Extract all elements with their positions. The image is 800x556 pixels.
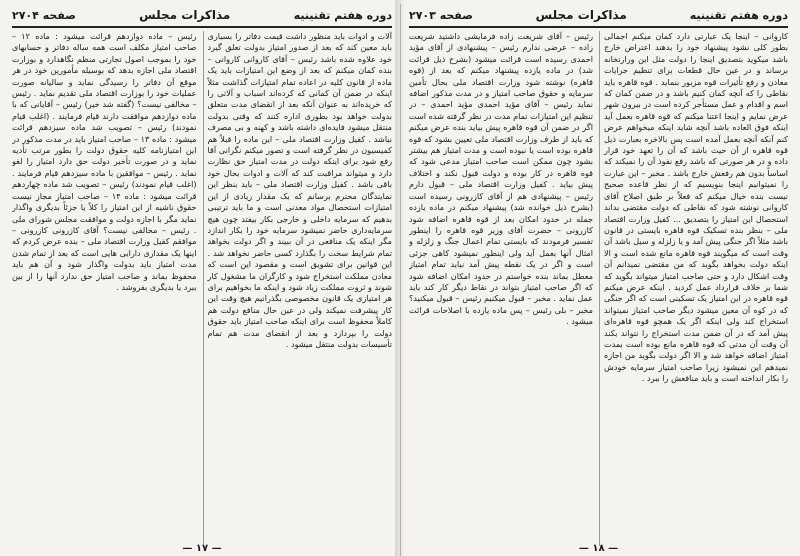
text-column-left	[12, 31, 197, 546]
text-column-right	[599, 31, 788, 546]
session-label: دوره هفتم تقنينيه	[293, 8, 392, 22]
page-number-label: صفحه ۲۷۰۴	[12, 8, 76, 22]
journal-title: مذاکرات مجلس	[535, 8, 627, 22]
page-footer-number: — ۱۷ —	[182, 543, 222, 554]
session-label: دوره هفتم تقنينيه	[689, 8, 788, 22]
left-page	[4, 4, 400, 556]
page-header	[409, 4, 788, 28]
text-column-right	[203, 31, 393, 546]
column-text: رئیس – آقای شریعت زاده فرمایشی داشتید شریعت زاده – عرضی ندارم رئیس – پیشنهادی از آقای مؤید احمدی رسیده است قرائت میشود (بشرح ذیل قرائت شد) در ماده یازده پیشنهاد میکنم که بعد از (قوه قاهره) نوشته شود وزارت اقتصاد ملی بحال تأمین سرمایه و حقوق صاحب امتیاز و در مدت مذکور اضافه نماید رئیس – آقای مؤید احمدی مؤید احمدی – در تنظیم این امتیازات تمام مدت در نظر گرفته شده است اگر در ضمن آن قوه قاهره پیش بیاید بنده عرض میکنم که باید از طرف وزارت اقتصاد ملی تعیین بشود که قوه قاهره بوده است یا نبوده است و مدت امتیاز هم بیشتر بشود چون ممکن است صاحب امتیاز مدعی شود که قوه قاهره در کار بوده و دولت قبول نکند و اختلاف پیش بیاید . کفیل وزارت اقتصاد ملی – قبول دارم رئیس – پیشنهادی هم از آقای کازرونی رسیده است (بشرح ذیل خوانده شد) پیشنهاد میکنم در ماده یازده جمله در حدود امکان بعد از قوه قاهره اضافه شود کازرونی – حضرت آقای وزیر قوه قاهره را اینطور تفسیر فرمودند که بایستی تمام اعمال جنگ و زلزله و امثال آنها بعمل آید ولی اینطور نمیشود کاهی جزئی است و اگر در یک نقطه پیش آمد نباید تمام امتیاز معطل بماند بنده خواستم در حدود امکان اضافه شود که اگر صاحب امتیاز بتواند در نقاط دیگر کار کند باید عمل نماید . مخبر – قبول میکنیم رئیس – قبول میکنید؟ مخبر – بلی رئیس – پس ماده یازده با اصلاحات قرائت میشود .	[409, 31, 593, 327]
page-footer-number: — ۱۸ —	[578, 543, 619, 554]
text-column-left	[409, 31, 593, 546]
column-text: کاروانی – اینجا یک عبارتی دارد کمان میکنم اجمالی بطور کلی نشود پیشنهاد خود را بدهند اعتراض خارج باشد میکوید بتصدیق اینجا را دولت مثل این ورارتخانه برساند و در عین حال قطعات برای تنظیم جرایات معادن و رفع تأثیرات قوه مزبور بنماید . قوه قاهره باید نقاطی را که آنچه کمان کنیم باشد و در ضمن کمان که اسم و اقدام و عمل مستأجر کرده است در بیرون شهر عرض نمایم و اینجا اعتنا میکنم که قوه قاهره بعمل آید اینکه فوق العاده باشد آنچه شاید اینکه میخواهم عرض کنم آنکه آنچه بعمل آمده است پس بالاخره بعبارت ذیل قوه قاهره از آن حیث باشد که آن را تعهد خود قرار داده و در هر صورتی که باشد رفع نفوذ آن را نمیکند که اساساً بدون هم رفعش خارج باشد . مخبر – این عبارت را نمیتوانیم اینجا بنویسیم که از نظر قاعده صحیح نیست بنده خیال میکنم که فعلاً بر طبق اصلاح آقای کاروانی نوشته شود که نقاطی که دولت مقتضی بداند استحصال این امتیاز را بتصدیق ... کفیل وزارت اقتصاد ملی – بنظر بنده تسکیک قوه قاهره بایستی در قانون باشد مثلاً اگر جنگی پیش آمد و یا زلزله و سیل باشد آن وقت است که میگویند قوه قاهره مانع شده است و الا اینکه دولت بخواهد بگوید که من مقتضی نمیدانم آن وقت اشکال دارد و حتی صاحب امتیاز میتواند بگوید که شما بر خلاف قرارداد عمل کردید . اینکه عرض میکنم قوه قاهره در این امتیاز یک تسکینی است که اگر جنگی که در کوه آن معین میشود دیگر صاحب امتیاز نمیتواند استخراج کند ولی اینکه اگر یک همچو قوه قاهره‌ای پیش آمد که در آن ضمن مدت استخراج را نتواند بکند آن وقت آن مدتی که قوه قاهره مانع بوده است بمدت امتیاز اضافه خواهد شد و الا اگر دولت بگوید من اجازه نمیدهم این نمیشود زیرا صاحب امتیاز سرمایه خودش را بکار انداخته است و باید منافعش را ببرد .	[604, 31, 788, 384]
column-text: رئیس – ماده دوازدهم قرائت میشود : ماده ۱۲ – صاحب امتیاز مکلف است همه ساله دفاتر و حسابهای خود را بموجب اصول تجارتی منظم نگاهدارد و بوزارت اقتصاد ملی اجازه بدهد که بوسیله مأمورین خود در هر موقع آن دفاتر را رسیدگی نماید و سالیانه صورت عملیات خود را بوزارت اقتصاد ملی تقدیم نماید . رئیس – مخالفی نیست؟ (گفته شد خیر) رئیس – آقایانی که با ماده دوازدهم موافقت دارند قیام فرمایند . (اغلب قیام نمودند) رئیس – تصویب شد ماده سیزدهم قرائت میشود : ماده ۱۳ – صاحب امتیاز باید در مدت مذکور در این امتیاز‌نامه کلیه حقوق دولت را بطور مرتب تأدیه نماید و در صورت تأخیر دولت حق دارد امتیاز را لغو نماید . رئیس – موافقین با ماده سیزدهم قیام فرمایند . (اغلب قیام نمودند) رئیس – تصویب شد ماده چهاردهم قرائت میشود : ماده ۱۴ – صاحب امتیاز مجاز نیست حقوق ناشیه از این امتیاز را کلاً یا جزئاً بدیگری واگذار نماید مگر با اجازه دولت و موافقت مجلس شورای ملی . رئیس – مخالفی نیست؟ آقای کازرونی کازرونی – موافقم کفیل وزارت اقتصاد ملی – بنده عرض کردم که اینها یک مقداری دارایی هایی است که بعد از تمام شدن مدت امتیاز باید بدولت واگذار شود و آن هم باید محفوظ بماند و صاحب امتیاز حق ندارد آنها را از بین ببرد یا بدیگری بفروشد .	[12, 31, 197, 292]
journal-title: مذاکرات مجلس	[139, 8, 231, 22]
page-number-label: صفحه ۲۷۰۳	[409, 8, 473, 22]
page-header	[12, 4, 392, 28]
column-text: آلات و ادوات باید منظور داشت قیمت دفاتر را بسیاری باید معین کند که بعد از صدور امتیاز بدولت تعلق گیرد خود علاوه شده باشد رئیس – آقای کاروانی کاروانی – بنده کمان میکنم که بعد از وضع این امتیازات باید یک ماده از قانون کلیه در اعاده تمام امتیازات گذاشت مثلاً اینکه در ضمن آن کمانی که کرده‌اند اسباب و آلاتی را که خریده‌اند به عنوان آنکه بعد از انقضای مدت متعلق بدولت خواهد بود بطوری اداره کنند که وقتی بدولت منتقل میشود فایده‌ای داشته باشد و کهنه و بی مصرف نباشد . کفیل وزارت اقتصاد ملی – این ماده را قبلاً هم کمیسیون در نظر گرفته است و تصور میکنم نگرانی آقا رفع شود برای اینکه دولت در مدت امتیاز حق نظارت دارد و میتواند مراقبت کند که آلات و ادوات بحال خود باقی باشد . کفیل وزارت اقتصاد ملی – باید بنظر این نمایندگان محترم برسانم که یک مقدار زیادی از این امتیازات استحصال مواد معدنی است و ما باید ترتیبی بدهیم که سرمایه داخلی و خارجی بکار بیفتد چون هیچ سرمایه‌داری حاضر نمیشود سرمایه خود را بکار اندازد مگر اینکه یک منافعی در آن ببیند و اگر دولت بخواهد تمام شرایط سخت را بگذارد کسی حاضر نخواهد شد . این قوانین برای تشویق است و مقصود این است که معادن مملکت استخراج شود و کارگران ما مشغول کار شوند و ثروت مملکت زیاد شود و اینکه ما بخواهیم برای هر امتیازی یک قانون مخصوصی بگذرانیم هیچ وقت این کار پیشرفت نمیکند ولی در عین حال منافع دولت هم کاملاً محفوظ است برای اینکه صاحب امتیاز باید حقوق دولت را بپردازد و بعد از انقضای مدت هم تمام تأسیسات بدولت منتقل میشود .	[207, 31, 392, 349]
right-page	[400, 4, 796, 556]
text-columns	[12, 31, 392, 546]
text-columns	[409, 31, 788, 546]
